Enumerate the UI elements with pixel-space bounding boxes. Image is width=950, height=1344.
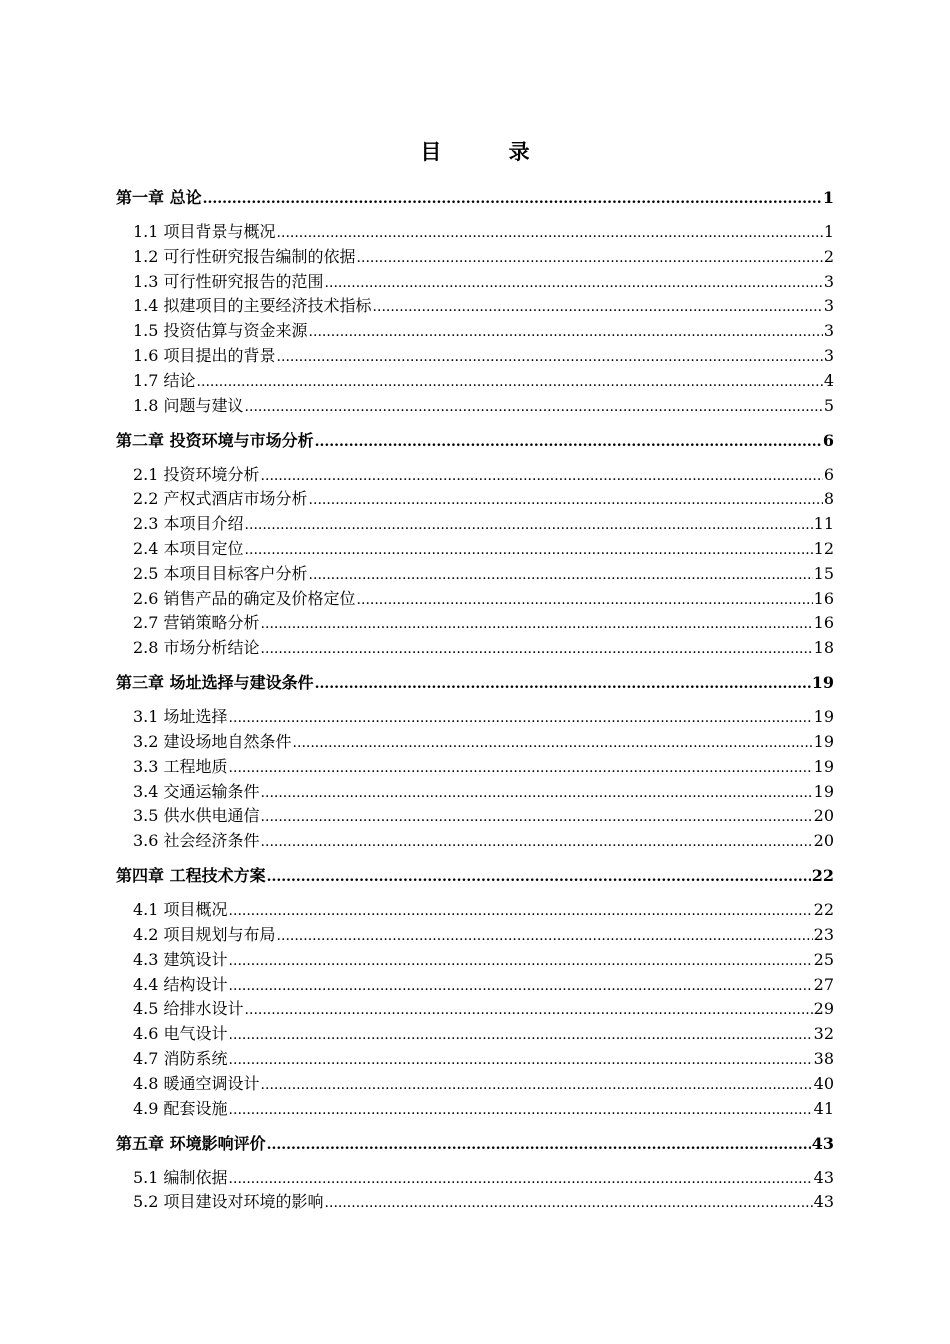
toc-entry-page-number: 6 xyxy=(823,464,834,484)
toc-entry-label: 3.1 场址选择 xyxy=(133,707,228,727)
toc-entry-label: 4.6 电气设计 xyxy=(133,1024,228,1044)
toc-entry-label: 3.5 供水供电通信 xyxy=(133,806,260,826)
toc-entry-label: 2.6 销售产品的确定及价格定位 xyxy=(133,588,356,608)
toc-section-entry[interactable] xyxy=(116,343,834,365)
toc-entry-label: 第三章 场址选择与建设条件 xyxy=(116,673,314,693)
toc-section-entry[interactable] xyxy=(116,754,834,776)
dot-leader xyxy=(229,1027,813,1043)
toc-entry-label: 1.8 问题与建议 xyxy=(133,395,244,415)
dot-leader xyxy=(229,1102,813,1118)
dot-leader xyxy=(277,225,823,241)
toc-entry-page-number: 27 xyxy=(813,974,834,994)
toc-section-entry[interactable] xyxy=(116,244,834,266)
toc-entry-label: 5.2 项目建设对环境的影响 xyxy=(133,1192,324,1212)
toc-section-entry[interactable] xyxy=(116,293,834,315)
toc-entry-page-number: 19 xyxy=(813,707,834,727)
toc-entry-page-number: 5 xyxy=(823,395,834,415)
toc-entry-label: 2.1 投资环境分析 xyxy=(133,464,260,484)
toc-section-entry[interactable] xyxy=(116,486,834,508)
toc-entry-label: 1.5 投资估算与资金来源 xyxy=(133,321,308,341)
toc-entry-label: 4.9 配套设施 xyxy=(133,1098,228,1118)
toc-entry-page-number: 20 xyxy=(813,806,834,826)
toc-section-entry[interactable] xyxy=(116,803,834,825)
dot-leader xyxy=(261,1077,813,1093)
dot-leader xyxy=(325,1195,813,1211)
toc-entry-label: 3.4 交通运输条件 xyxy=(133,781,260,801)
toc-section-entry[interactable] xyxy=(116,511,834,533)
toc-entry-page-number: 15 xyxy=(813,563,834,583)
toc-section-entry[interactable] xyxy=(116,897,834,919)
dot-leader xyxy=(277,928,813,944)
toc-entry-page-number: 40 xyxy=(813,1073,834,1093)
dot-leader xyxy=(261,616,813,632)
dot-leader xyxy=(261,785,813,801)
toc-entry-page-number: 3 xyxy=(823,271,834,291)
toc-section-entry[interactable] xyxy=(116,219,834,241)
toc-section-entry[interactable] xyxy=(116,635,834,657)
toc-section-entry[interactable] xyxy=(116,1021,834,1043)
toc-section-entry[interactable] xyxy=(116,610,834,632)
toc-chapter-entry[interactable] xyxy=(116,1131,834,1153)
dot-leader xyxy=(245,399,823,415)
toc-entry-label: 3.6 社会经济条件 xyxy=(133,831,260,851)
toc-section-entry[interactable] xyxy=(116,1046,834,1068)
toc-entry-label: 4.1 项目概况 xyxy=(133,900,228,920)
dot-leader xyxy=(245,1002,813,1018)
toc-section-entry[interactable] xyxy=(116,704,834,726)
dot-leader xyxy=(309,492,823,508)
dot-leader xyxy=(229,978,813,994)
toc-section-entry[interactable] xyxy=(116,318,834,340)
toc-entry-page-number: 18 xyxy=(813,638,834,658)
toc-entry-page-number: 19 xyxy=(813,781,834,801)
toc-entry-label: 2.5 本项目目标客户分析 xyxy=(133,563,308,583)
toc-entry-label: 4.7 消防系统 xyxy=(133,1049,228,1068)
toc-entry-label: 3.2 建设场地自然条件 xyxy=(133,732,292,751)
toc-section-entry[interactable] xyxy=(116,269,834,291)
toc-section-entry[interactable] xyxy=(116,996,834,1018)
dot-leader xyxy=(267,869,811,885)
dot-leader xyxy=(245,542,813,558)
toc-section-entry[interactable] xyxy=(116,947,834,969)
toc-section-entry[interactable] xyxy=(116,922,834,944)
dot-leader xyxy=(277,349,823,365)
toc-entry-label: 2.4 本项目定位 xyxy=(133,539,244,558)
toc-entry-page-number: 43 xyxy=(813,1167,834,1187)
dot-leader xyxy=(261,641,813,657)
toc-entry-page-number: 43 xyxy=(811,1133,834,1153)
toc-entry-page-number: 6 xyxy=(822,430,834,450)
toc-entry-page-number: 41 xyxy=(813,1098,834,1118)
toc-section-entry[interactable] xyxy=(116,1189,834,1211)
toc-entry-page-number: 38 xyxy=(813,1049,834,1068)
dot-leader xyxy=(261,834,813,850)
toc-entry-label: 5.1 编制依据 xyxy=(133,1167,228,1187)
toc-entry-page-number: 3 xyxy=(823,346,834,365)
toc-entry-label: 2.3 本项目介绍 xyxy=(133,514,244,534)
toc-entry-page-number: 22 xyxy=(811,866,834,886)
toc-section-entry[interactable] xyxy=(116,462,834,484)
toc-entry-page-number: 2 xyxy=(823,246,834,266)
toc-section-entry[interactable] xyxy=(116,1096,834,1118)
toc-section-entry[interactable] xyxy=(116,393,834,415)
toc-section-entry[interactable] xyxy=(116,561,834,583)
toc-entry-page-number: 3 xyxy=(823,296,834,316)
toc-section-entry[interactable] xyxy=(116,1165,834,1187)
toc-entry-page-number: 29 xyxy=(813,999,834,1019)
toc-entry-page-number: 19 xyxy=(813,732,834,751)
dot-leader xyxy=(229,710,813,726)
toc-entry-page-number: 16 xyxy=(813,613,834,633)
toc-section-entry[interactable] xyxy=(116,368,834,390)
dot-leader xyxy=(315,676,811,692)
toc-entry-page-number: 4 xyxy=(823,370,834,390)
dot-leader xyxy=(261,468,823,484)
toc-entry-label: 第四章 工程技术方案 xyxy=(116,866,266,886)
toc-entry-page-number: 16 xyxy=(813,588,834,608)
dot-leader xyxy=(267,1137,811,1153)
toc-entry-page-number: 25 xyxy=(813,949,834,969)
toc-chapter-entry[interactable] xyxy=(116,863,834,885)
toc-entry-label: 1.4 拟建项目的主要经济技术指标 xyxy=(133,296,372,316)
toc-section-entry[interactable] xyxy=(116,536,834,558)
dot-leader xyxy=(197,374,823,390)
toc-section-entry[interactable] xyxy=(116,586,834,608)
toc-entry-label: 1.3 可行性研究报告的范围 xyxy=(133,271,324,291)
dot-leader xyxy=(309,567,813,583)
dot-leader xyxy=(293,735,813,751)
toc-entry-page-number: 22 xyxy=(813,900,834,920)
toc-entry-page-number: 11 xyxy=(813,514,834,534)
toc-entry-page-number: 19 xyxy=(813,756,834,776)
dot-leader xyxy=(229,1052,813,1068)
toc-section-entry[interactable] xyxy=(116,729,834,751)
toc-entry-label: 第一章 总论 xyxy=(116,188,202,207)
dot-leader xyxy=(229,953,813,969)
toc-chapter-entry[interactable] xyxy=(116,428,834,450)
toc-entry-label: 2.2 产权式酒店市场分析 xyxy=(133,489,308,509)
toc-entry-page-number: 43 xyxy=(813,1192,834,1212)
toc-section-entry[interactable] xyxy=(116,828,834,850)
toc-chapter-entry[interactable] xyxy=(116,670,834,692)
page-title: 目 录 xyxy=(420,139,560,164)
dot-leader xyxy=(357,592,813,608)
dot-leader xyxy=(357,250,823,266)
toc-entry-page-number: 12 xyxy=(813,539,834,558)
dot-leader xyxy=(245,517,813,533)
toc-entry-page-number: 32 xyxy=(813,1024,834,1044)
toc-entry-label: 第二章 投资环境与市场分析 xyxy=(116,430,314,450)
dot-leader xyxy=(261,809,813,825)
dot-leader xyxy=(229,760,813,776)
toc-entry-page-number: 1 xyxy=(822,188,834,207)
toc-entry-label: 1.1 项目背景与概况 xyxy=(133,222,276,241)
toc-entry-label: 2.8 市场分析结论 xyxy=(133,638,260,658)
toc-entry-label: 4.5 给排水设计 xyxy=(133,999,244,1019)
toc-entry-label: 2.7 营销策略分析 xyxy=(133,613,260,633)
toc-entry-page-number: 23 xyxy=(813,925,834,944)
toc-chapter-entry[interactable] xyxy=(116,185,834,207)
toc-section-entry[interactable] xyxy=(116,972,834,994)
dot-leader xyxy=(203,191,822,207)
toc-entry-page-number: 19 xyxy=(811,673,834,693)
toc-entry-label: 第五章 环境影响评价 xyxy=(116,1133,266,1153)
dot-leader xyxy=(229,1171,813,1187)
toc-entry-page-number: 3 xyxy=(823,321,834,341)
dot-leader xyxy=(315,434,822,450)
toc-entry-label: 1.2 可行性研究报告编制的依据 xyxy=(133,246,356,266)
toc-entry-page-number: 1 xyxy=(823,222,834,241)
toc-entry-page-number: 20 xyxy=(813,831,834,851)
toc-section-entry[interactable] xyxy=(116,779,834,801)
toc-entry-page-number: 8 xyxy=(823,489,834,509)
toc-entry-label: 4.4 结构设计 xyxy=(133,974,228,994)
dot-leader xyxy=(309,324,823,340)
toc-entry-label: 4.8 暖通空调设计 xyxy=(133,1073,260,1093)
dot-leader xyxy=(325,275,823,291)
toc-entry-label: 1.6 项目提出的背景 xyxy=(133,346,276,365)
dot-leader xyxy=(229,903,813,919)
toc-section-entry[interactable] xyxy=(116,1071,834,1093)
toc-entry-label: 4.2 项目规划与布局 xyxy=(133,925,276,944)
dot-leader xyxy=(373,299,823,315)
toc-entry-label: 3.3 工程地质 xyxy=(133,756,228,776)
toc-entry-label: 1.7 结论 xyxy=(133,370,196,390)
toc-entry-label: 4.3 建筑设计 xyxy=(133,949,228,969)
